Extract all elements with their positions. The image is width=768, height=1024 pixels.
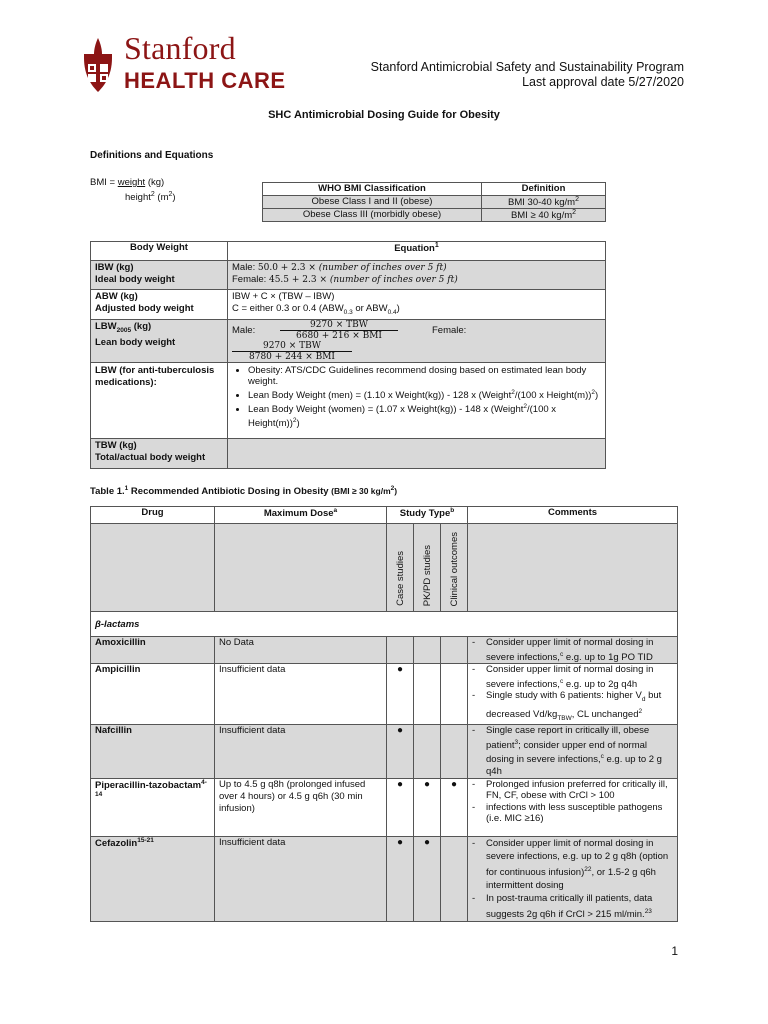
t1-empty (91, 524, 215, 612)
t1-empty (468, 524, 678, 612)
lbw-tb-equations (228, 362, 606, 438)
t1-col-clinical: Clinical outcomes (441, 524, 468, 612)
bmi-den-unit: (m (154, 192, 169, 204)
page-number: 1 (671, 944, 678, 958)
who-class: Obese Class I and II (obese) (263, 196, 482, 209)
bmi-lhs: BMI = (90, 177, 118, 188)
bmi-denominator: height (125, 192, 151, 204)
bmi-num-unit: (kg) (145, 177, 165, 188)
abw-equation: IBW + C × (TBW – IBW) C = either 0.3 or 0.4 ($ABW_{0.3}$ or $ABW_{0.4}$) (228, 290, 606, 320)
bw-header-equation: Equation$^1$ (228, 242, 606, 261)
study-case (387, 637, 414, 664)
table-row (91, 664, 678, 725)
section-title: Definitions and Equations (90, 150, 214, 161)
max-dose: Insufficient data (215, 725, 387, 778)
table-row (91, 637, 678, 664)
list-item: • Lean Body Weight (men) = (1.10 x Weight(kg)) - 128 x (Weight$^2$/(100 x Height(m))$^2$) (248, 387, 601, 401)
list-item: • Obesity: ATS/CDC Guidelines recommend dosing based on estimated lean body weight. (248, 365, 601, 387)
table-row-ibw (91, 261, 606, 290)
study-clinical (441, 836, 468, 921)
drug-name: Nafcillin (91, 725, 215, 778)
study-case: ● (387, 778, 414, 836)
bmi-formula (90, 177, 176, 204)
drug-name: Amoxicillin (91, 637, 215, 664)
comments: - Consider upper limit of normal dosing in severe infections,$^c$ e.g. up to 1g PO TID (468, 637, 678, 664)
table-row (91, 778, 678, 836)
drug-name: Ampicillin (91, 664, 215, 725)
table-row (263, 209, 606, 222)
lbw-tb-label: LBW (for anti-tuberculosis medications): (91, 362, 228, 438)
t1-col-pkpd: PK/PD studies (414, 524, 441, 612)
document-title: SHC Antimicrobial Dosing Guide for Obesity (268, 109, 500, 121)
max-dose: No Data (215, 637, 387, 664)
study-pkpd: ● (414, 836, 441, 921)
tbw-equation (228, 438, 606, 468)
table1-caption: Table 1.$^1$ Recommended Antibiotic Dosing in Obesity (BMI ≥ 30 $kg/m^2$) (90, 485, 398, 498)
approval-date: Last approval date 5/27/2020 (522, 75, 684, 89)
abw-label: ABW (kg) Adjusted body weight (91, 290, 228, 320)
tbw-label: TBW (kg) Total/actual body weight (91, 438, 228, 468)
table-row (263, 196, 606, 209)
logo-stanford-text: Stanford (124, 30, 236, 66)
bmi-den-close: ) (172, 192, 176, 204)
stanford-tree-logo-icon (78, 36, 118, 94)
drug-name: Cefazolin$^{15-21}$ (91, 836, 215, 921)
comments: - Consider upper limit of normal dosing in severe infections,$^c$ e.g. up to 2g q4h - Single study with 6 patients: higher $V_d$ but decreased $Vd/kg_{TBW}$, CL unchanged$^2$ (468, 664, 678, 725)
t1-header-dose: Maximum Dose$^a$ (215, 507, 387, 524)
study-pkpd (414, 725, 441, 778)
study-case: ● (387, 725, 414, 778)
who-bmi-table (262, 182, 606, 222)
study-case: ● (387, 836, 414, 921)
logo-healthcare-text: HEALTH CARE (124, 68, 286, 93)
study-clinical (441, 664, 468, 725)
table-row-lbw (91, 319, 606, 362)
header-info (371, 60, 684, 90)
table-row-tbw (91, 438, 606, 468)
who-def: BMI 30-40 $kg/m^2$ (482, 196, 606, 209)
lbw-equation: Male: $\frac{\text{9270 × TBW}}{\text{6680 + 216 × BMI}}$ Female: $\frac{\text{9270 × TBW}}{\text{8780 + 244 × BMI}}$ (228, 319, 606, 362)
table-row (91, 725, 678, 778)
lbw-label: $LBW_{2005}$ (kg) Lean body weight (91, 319, 228, 362)
comments: - Consider upper limit of normal dosing in severe infections, e.g. up to 2 g q8h (option for continuous infusion)$^{22}$, or 1.5-2 g q6h intermittent dosing - In post-trauma critically ill patients, data suggests 2g q6h if CrCl > 215 ml/min.$^{23}$ (468, 836, 678, 921)
t1-empty (215, 524, 387, 612)
who-class: Obese Class III (morbidly obese) (263, 209, 482, 222)
study-clinical (441, 637, 468, 664)
list-item: • Lean Body Weight (women) = (1.07 x Weight(kg)) - 148 x (Weight$^2$/(100 x Height(m))$^2$) (248, 401, 601, 429)
t1-section-beta-lactams: β-lactams (91, 612, 678, 637)
study-case: ● (387, 664, 414, 725)
study-pkpd (414, 637, 441, 664)
table-row-lbw-tb (91, 362, 606, 438)
ibw-equation: Male: 50.0 + 2.3 × (number of inches over 5 ft) Female: 45.5 + 2.3 × (number of inches over 5 ft) (228, 261, 606, 290)
table-row-abw (91, 290, 606, 320)
antibiotic-dosing-table (90, 506, 678, 922)
max-dose: Up to 4.5 g q8h (prolonged infused over 4 hours) or 4.5 g q6h (30 min infusion) (215, 778, 387, 836)
comments: - Single case report in critically ill, obese patient$^3$; consider upper end of normal dosing in severe infections,$^c$ e.g. up to 2 g q4h (468, 725, 678, 778)
study-clinical: ● (441, 778, 468, 836)
program-name: Stanford Antimicrobial Safety and Sustainability Program (370, 60, 684, 74)
t1-header-study: Study Type$^b$ (387, 507, 468, 524)
t1-header-drug: Drug (91, 507, 215, 524)
who-header-classification: WHO BMI Classification (263, 183, 482, 196)
who-def: BMI ≥ 40 $kg/m^2$ (482, 209, 606, 222)
who-header-definition: Definition (482, 183, 606, 196)
body-weight-table (90, 241, 606, 469)
drug-name: Piperacillin-tazobactam$^{4-14}$ (91, 778, 215, 836)
study-pkpd (414, 664, 441, 725)
bmi-numerator: weight (117, 177, 146, 188)
t1-header-comments: Comments (468, 507, 678, 524)
ibw-label: IBW (kg) Ideal body weight (91, 261, 228, 290)
study-pkpd: ● (414, 778, 441, 836)
bmi-den-sup: 2 (150, 191, 155, 198)
bmi-den-unit-sup: 2 (168, 191, 173, 198)
t1-col-case-studies: Case studies (387, 524, 414, 612)
study-clinical (441, 725, 468, 778)
max-dose: Insufficient data (215, 836, 387, 921)
table-row (91, 836, 678, 921)
bw-header-body-weight: Body Weight (91, 242, 228, 261)
max-dose: Insufficient data (215, 664, 387, 725)
comments: - Prolonged infusion preferred for critically ill, FN, CF, obese with CrCl > 100 - infections with less susceptible pathogens (i.e. MIC ≥16) (468, 778, 678, 836)
